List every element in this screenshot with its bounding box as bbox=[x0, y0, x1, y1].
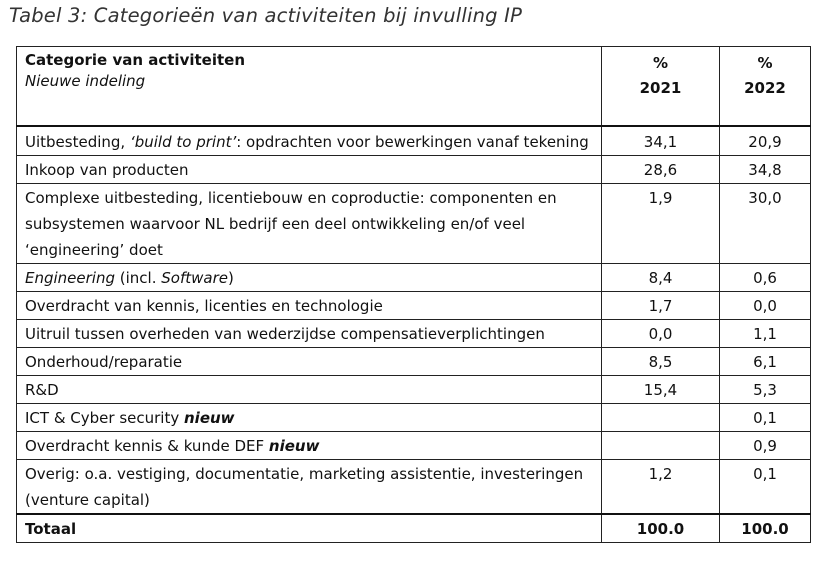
value-2021: 8,5 bbox=[602, 348, 720, 376]
table-row bbox=[17, 184, 811, 264]
table-row bbox=[17, 126, 811, 156]
row-label: ICT & Cyber security nieuw bbox=[17, 404, 602, 432]
row-label: Overdracht van kennis, licenties en technologie bbox=[17, 292, 602, 320]
value-2021: 34,1 bbox=[602, 126, 720, 156]
value-2022: 0,1 bbox=[720, 460, 811, 515]
new-tag: nieuw bbox=[268, 437, 320, 455]
value-2022: 34,8 bbox=[720, 156, 811, 184]
value-2022: 5,3 bbox=[720, 376, 811, 404]
value-2022: 0,0 bbox=[720, 292, 811, 320]
value-2022: 6,1 bbox=[720, 348, 811, 376]
row-label: Uitbesteding, ‘build to print’: opdrachten voor bewerkingen vanaf tekening bbox=[17, 126, 602, 156]
value-2022: 1,1 bbox=[720, 320, 811, 348]
row-label: R&D bbox=[17, 376, 602, 404]
value-2022: 0,9 bbox=[720, 432, 811, 460]
table-row bbox=[17, 376, 811, 404]
new-tag: nieuw bbox=[184, 409, 235, 427]
row-label: Inkoop van producten bbox=[17, 156, 602, 184]
value-2021: 1,2 bbox=[602, 460, 720, 515]
table-row bbox=[17, 404, 811, 432]
table-row bbox=[17, 460, 811, 515]
activities-table bbox=[16, 46, 811, 543]
row-label: Uitruil tussen overheden van wederzijdse compensatieverplichtingen bbox=[17, 320, 602, 348]
table-caption: Tabel 3: Categorieën van activiteiten bij invulling IP bbox=[9, 4, 523, 27]
value-2021 bbox=[602, 404, 720, 432]
table-row bbox=[17, 348, 811, 376]
value-2021: 28,6 bbox=[602, 156, 720, 184]
value-2021: 1,9 bbox=[602, 184, 720, 264]
value-2021: 0,0 bbox=[602, 320, 720, 348]
total-2022: 100.0 bbox=[720, 514, 811, 543]
table-row bbox=[17, 292, 811, 320]
total-row bbox=[17, 514, 811, 543]
total-label: Totaal bbox=[17, 514, 602, 543]
value-2021 bbox=[602, 432, 720, 460]
header-category bbox=[17, 47, 602, 127]
value-2022: 20,9 bbox=[720, 126, 811, 156]
header-2022 bbox=[720, 47, 811, 127]
header-row bbox=[17, 47, 811, 127]
row-label: Overig: o.a. vestiging, documentatie, marketing assistentie, investeringen (venture capital) bbox=[17, 460, 602, 515]
row-label: Onderhoud/reparatie bbox=[17, 348, 602, 376]
table-row bbox=[17, 320, 811, 348]
header-2021-year: 2021 bbox=[639, 79, 682, 97]
total-2021: 100.0 bbox=[602, 514, 720, 543]
table-row bbox=[17, 264, 811, 292]
value-2021: 8,4 bbox=[602, 264, 720, 292]
row-label: Complexe uitbesteding, licentiebouw en coproductie: componenten en subsystemen waarvoor NL bedrijf een deel ontwikkeling en/of veel ‘engineering’ doet bbox=[17, 184, 602, 264]
table-row bbox=[17, 156, 811, 184]
value-2021: 1,7 bbox=[602, 292, 720, 320]
header-2021-pct: % bbox=[652, 54, 669, 72]
value-2021: 15,4 bbox=[602, 376, 720, 404]
value-2022: 30,0 bbox=[720, 184, 811, 264]
header-2022-pct: % bbox=[757, 54, 773, 72]
header-2022-year: 2022 bbox=[744, 79, 786, 97]
header-2021 bbox=[602, 47, 720, 127]
table-row bbox=[17, 432, 811, 460]
value-2022: 0,1 bbox=[720, 404, 811, 432]
value-2022: 0,6 bbox=[720, 264, 811, 292]
header-category-label: Categorie van activiteiten bbox=[25, 51, 246, 69]
row-label: Overdracht kennis & kunde DEF nieuw bbox=[17, 432, 602, 460]
row-label: Engineering (incl. Software) bbox=[17, 264, 602, 292]
header-subcategory: Nieuwe indeling bbox=[25, 72, 146, 90]
